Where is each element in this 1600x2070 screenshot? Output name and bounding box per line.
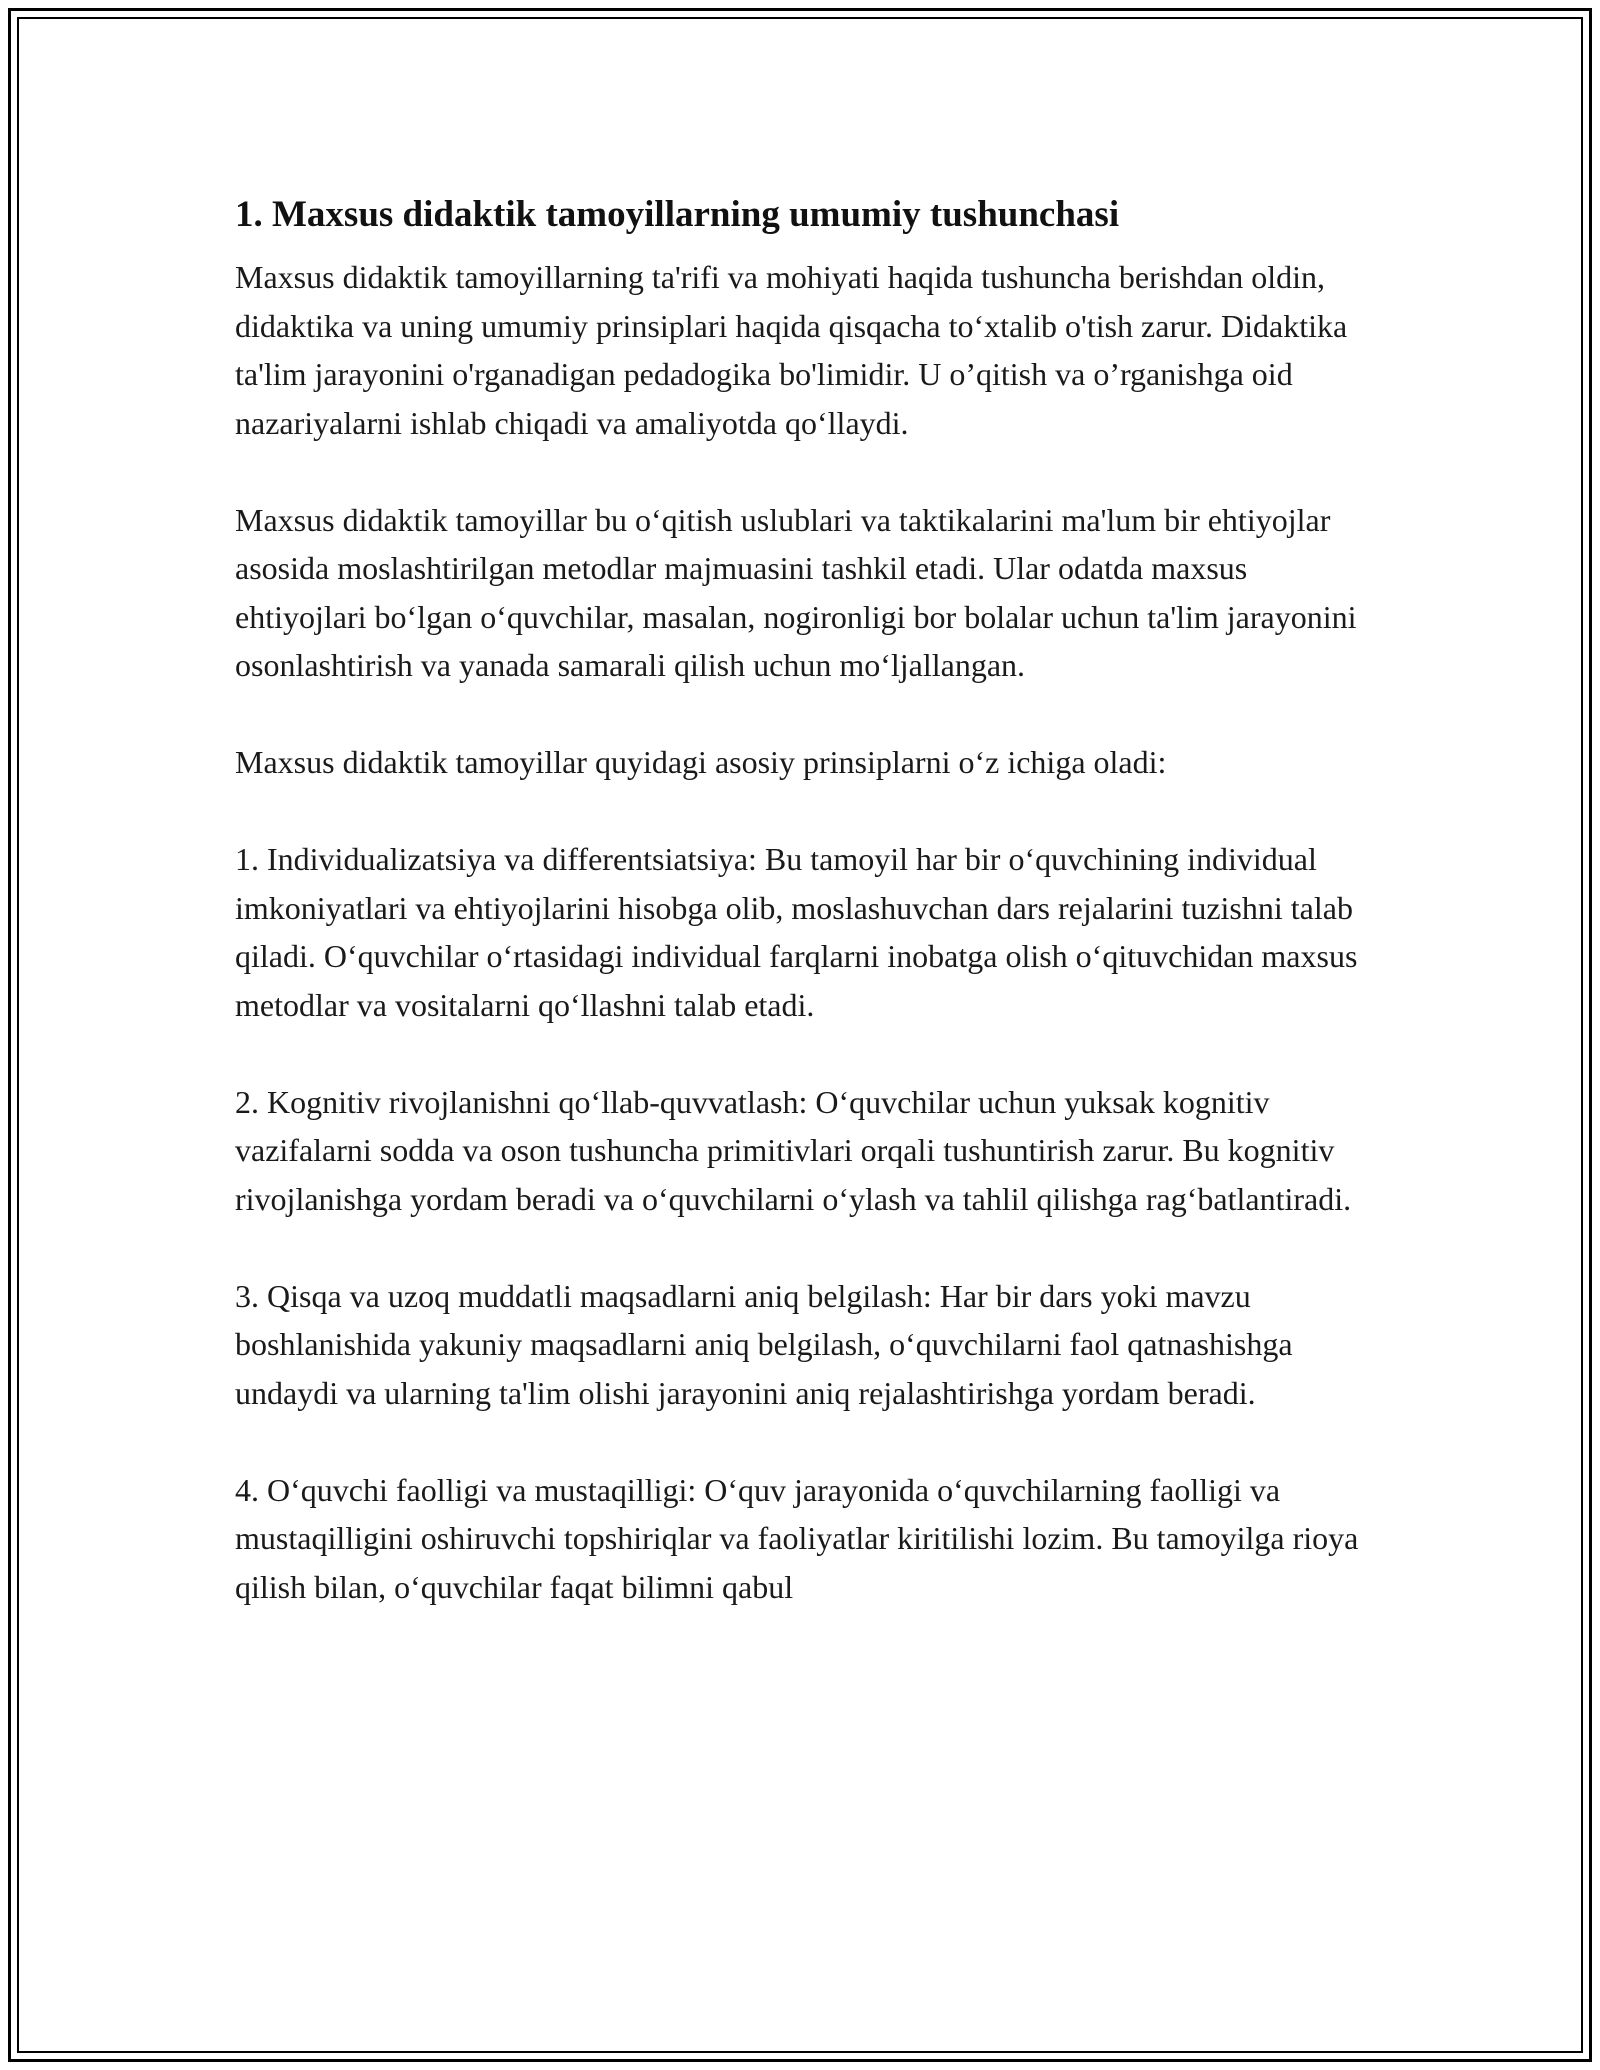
paragraph-principles-lead: Maxsus didaktik tamoyillar quyidagi asosiy prinsiplarni o‘z ichiga oladi: bbox=[235, 744, 1167, 780]
document-body bbox=[235, 185, 1375, 1611]
list-item-principle-2: 2. Kognitiv rivojlanishni qo‘llab-quvvatlash: O‘quvchilar uchun yuksak kognitiv vazifalarni sodda va oson tushuncha primitivlari orqali tushuntirish zarur. Bu kognitiv rivojlanishga yordam beradi va o‘quvchilarni o‘ylash va tahlil qilishga rag‘batlantiradi. bbox=[235, 1083, 1352, 1217]
list-item-principle-4: 4. O‘quvchi faolligi va mustaqilligi: O‘quv jarayonida o‘quvchilarning faolligi va mustaqilligini oshiruvchi topshiriqlar va faoliyatlar kiritilishi lozim. Bu tamoyilga rioya qilish bilan, o‘quvchilar faqat bilimni qabul bbox=[235, 1471, 1359, 1605]
paragraph-intro: Maxsus didaktik tamoyillarning ta'rifi va mohiyati haqida tushuncha berishdan oldin, didaktika va uning umumiy prinsiplari haqida qisqacha to‘xtalib o'tish zarur. Didaktika ta'lim jarayonini o'rganadigan pedadogika bo'limidir. U o’qitish va o’rganishga oid nazariyalarni ishlab chiqadi va amaliyotda qo‘llaydi. bbox=[235, 259, 1348, 441]
list-item-principle-1: 1. Individualizatsiya va differentsiatsiya: Bu tamoyil har bir o‘quvchining individual imkoniyatlari va ehtiyojlarini hisobga olib, moslashuvchan dars rejalarini tuzishni talab qiladi. O‘quvchilar o‘rtasidagi individual farqlarni inobatga olish o‘qituvchidan maxsus metodlar va vositalarni qo‘llashni talab etadi. bbox=[235, 841, 1358, 1023]
section-heading: 1. Maxsus didaktik tamoyillarning umumiy tushunchasi bbox=[235, 194, 1120, 235]
list-item-principle-3: 3. Qisqa va uzoq muddatli maqsadlarni aniq belgilash: Har bir dars yoki mavzu boshlanishida yakuniy maqsadlarni aniq belgilash, o‘quvchilarni faol qatnashishga undaydi va ularning ta'lim olishi jarayonini aniq rejalashtirishga yordam beradi. bbox=[235, 1277, 1293, 1411]
paragraph-definition: Maxsus didaktik tamoyillar bu o‘qitish uslublari va taktikalarini ma'lum bir ehtiyojlar asosida moslashtirilgan metodlar majmuasini tashkil etadi. Ular odatda maxsus ehtiyojlari bo‘lgan o‘quvchilar, masalan, nogironligi bor bolalar uchun ta'lim jarayonini osonlashtirish va yanada samarali qilish uchun mo‘ljallangan. bbox=[235, 501, 1357, 683]
